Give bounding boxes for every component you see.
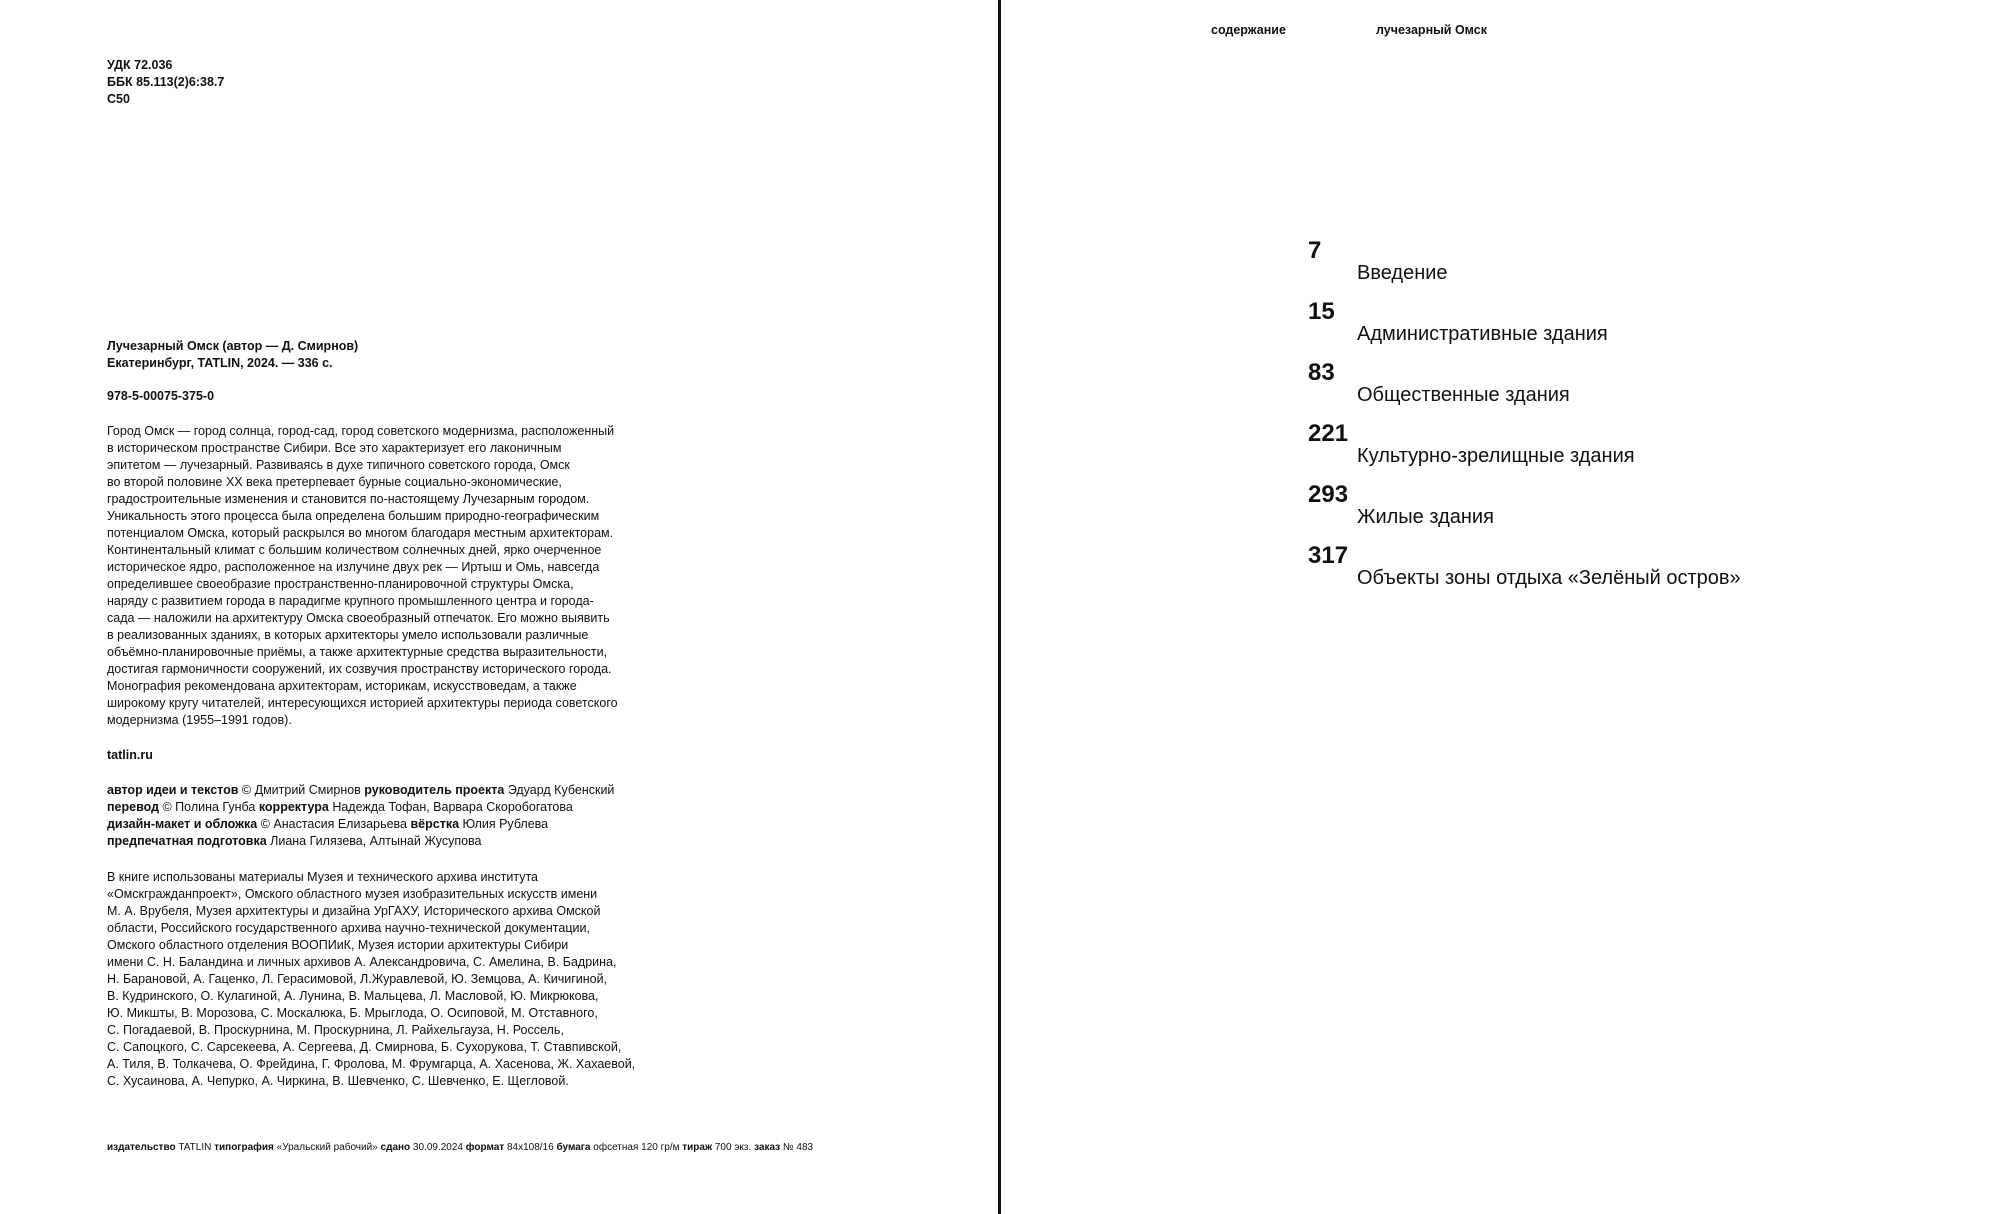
credit-value: © Дмитрий Смирнов	[238, 783, 365, 797]
abstract-line: потенциалом Омска, который раскрылся во многом благодаря местным архитекторам.	[107, 526, 614, 540]
sources-line: В. Кудринского, О. Кулагиной, А. Лунина, В. Мальцева, Л. Масловой, Ю. Микрюкова,	[107, 989, 599, 1003]
sources-line: С. Сапоцкого, С. Сарсекеева, А. Сергеева, Д. Смирнова, Б. Сухорукова, Т. Ставпивской,	[107, 1040, 622, 1054]
credits-row	[107, 833, 614, 850]
imprint-value: TATLIN	[175, 1142, 215, 1153]
isbn: 978-5-00075-375-0	[107, 389, 215, 403]
running-header-title: лучезарный Омск	[1376, 23, 1487, 37]
abstract-line: Континентальный климат с большим количеством солнечных дней, ярко очерченное	[107, 543, 602, 557]
abstract-line: Уникальность этого процесса была определена большим природно-географическим	[107, 509, 600, 523]
credit-label: перевод	[107, 800, 160, 814]
imprint-value: 30.09.2024	[410, 1142, 466, 1153]
toc-page-number: 83	[1308, 359, 1335, 386]
abstract-line: градостроительные изменения и становится по-настоящему Лучезарным городом.	[107, 492, 590, 506]
imprint-value: 84х108/16	[504, 1142, 557, 1153]
imprint-label: заказ	[754, 1142, 781, 1153]
author-mark: С50	[107, 92, 130, 106]
imprint-line	[107, 1142, 813, 1153]
toc-page-number: 293	[1308, 481, 1349, 508]
imprint-label: бумага	[556, 1142, 591, 1153]
abstract-line: сада — наложили на архитектуру Омска своеобразный отпечаток. Его можно выявить	[107, 611, 610, 625]
sources-line: «Омскгражданпроект», Омского областного музея изобразительных искусств имени	[107, 887, 598, 901]
abstract-line: Город Омск — город солнца, город-сад, город советского модернизма, расположенный	[107, 424, 615, 438]
sources-line: Ю. Микшты, В. Морозова, С. Москалюка, Б. Мрыглода, О. Осиповой, М. Отставного,	[107, 1006, 598, 1020]
credits-row	[107, 799, 614, 816]
abstract-line: в реализованных зданиях, в которых архитекторы умело использовали различные	[107, 628, 589, 642]
publisher-website: tatlin.ru	[107, 748, 153, 762]
abstract-line: Монография рекомендована архитекторам, историкам, искусствоведам, а также	[107, 679, 577, 693]
udk-code: УДК 72.036	[107, 58, 173, 72]
abstract	[107, 423, 697, 729]
sources-note	[107, 869, 707, 1090]
imprint-label: формат	[465, 1142, 505, 1153]
sources-line: А. Тиля, В. Толкачева, О. Фрейдина, Г. Фролова, М. Фрумгарца, А. Хасенова, Ж. Хахаевой,	[107, 1057, 636, 1071]
toc-page-number: 221	[1308, 420, 1349, 447]
toc-title: Культурно-зрелищные здания	[1357, 445, 1635, 467]
credits	[107, 782, 614, 850]
running-header-section: содержание	[1211, 23, 1286, 37]
abstract-line: эпитетом — лучезарный. Развиваясь в духе типичного советского города, Омск	[107, 458, 570, 472]
credit-label: автор идеи и текстов	[107, 783, 239, 797]
imprint-value: «Уральский рабочий»	[273, 1142, 381, 1153]
sources-line: В книге использованы материалы Музея и технического архива института	[107, 870, 538, 884]
abstract-line: в историческом пространстве Сибири. Все это характеризует его лаконичным	[107, 441, 562, 455]
sources-line: С. Погадаевой, В. Проскурнина, М. Проскурнина, Л. Райхельгауза, Н. Россель,	[107, 1023, 564, 1037]
credit-label: вёрстка	[410, 817, 460, 831]
sources-line: С. Хусаинова, А. Чепурко, А. Чиркина, В. Шевченко, С. Шевченко, Е. Щегловой.	[107, 1074, 569, 1088]
toc-title: Административные здания	[1357, 323, 1608, 345]
abstract-line: наряду с развитием города в парадигме крупного промышленного центра и города-	[107, 594, 594, 608]
imprint-label: типография	[214, 1142, 274, 1153]
toc-page-number: 7	[1308, 237, 1322, 264]
sources-line: имени С. Н. Баландина и личных архивов А. Александровича, С. Амелина, В. Бадрина,	[107, 955, 617, 969]
imprint-label: тираж	[682, 1142, 713, 1153]
credit-value: © Полина Гунба	[159, 800, 259, 814]
abstract-line: достигая гармоничности сооружений, их созвучия пространству исторического города.	[107, 662, 612, 676]
imprint-value: № 483	[780, 1142, 814, 1153]
credit-label: дизайн-макет и обложка	[107, 817, 258, 831]
credit-value: © Анастасия Елизарьева	[257, 817, 411, 831]
imprint-label: сдано	[380, 1142, 411, 1153]
classification-codes	[107, 57, 224, 108]
credit-label: руководитель проекта	[364, 783, 505, 797]
sources-line: М. А. Врубеля, Музея архитектуры и дизайна УрГАХУ, Исторического архива Омской	[107, 904, 601, 918]
abstract-line: модернизма (1955–1991 годов).	[107, 713, 292, 727]
abstract-line: во второй половине XX века претерпевает бурные социально-экономические,	[107, 475, 562, 489]
credit-value: Эдуард Кубенский	[504, 783, 615, 797]
credit-label: корректура	[258, 800, 329, 814]
credit-label: предпечатная подготовка	[107, 834, 267, 848]
book-title-line: Лучезарный Омск (автор — Д. Смирнов)	[107, 339, 359, 353]
credit-value: Юлия Рублева	[459, 817, 549, 831]
sources-line: области, Российского государственного архива научно-технической документации,	[107, 921, 590, 935]
publisher-line: Екатеринбург, TATLIN, 2024. — 336 с.	[107, 356, 333, 370]
toc-page-number: 15	[1308, 298, 1335, 325]
toc-title: Введение	[1357, 262, 1448, 284]
imprint-label: издательство	[107, 1142, 176, 1153]
sources-line: Омского областного отделения ВООПИиК, Музея истории архитектуры Сибири	[107, 938, 569, 952]
abstract-line: объёмно-планировочные приёмы, а также архитектурные средства выразительности,	[107, 645, 608, 659]
bbk-code: ББК 85.113(2)6:38.7	[107, 75, 225, 89]
toc-title: Общественные здания	[1357, 384, 1570, 406]
toc-title: Объекты зоны отдыха «Зелёный остров»	[1357, 567, 1741, 589]
abstract-line: определившее своеобразие пространственно-планировочной структуры Омска,	[107, 577, 574, 591]
credits-row	[107, 782, 614, 799]
imprint-value: офсетная 120 гр/м	[590, 1142, 683, 1153]
toc-page-number: 317	[1308, 542, 1349, 569]
left-page	[0, 0, 998, 1214]
toc-title: Жилые здания	[1357, 506, 1494, 528]
imprint-value: 700 экз.	[712, 1142, 755, 1153]
credits-row	[107, 816, 614, 833]
sources-line: Н. Барановой, А. Гаценко, Л. Герасимовой, Л.Журавлевой, Ю. Земцова, А. Кичигиной,	[107, 972, 608, 986]
credit-value: Лиана Гилязева, Алтынай Жусупова	[266, 834, 482, 848]
abstract-line: историческое ядро, расположенное на излучине двух рек — Иртыш и Омь, навсегда	[107, 560, 600, 574]
abstract-line: широкому кругу читателей, интересующихся историей архитектуры периода советского	[107, 696, 618, 710]
credit-value: Надежда Тофан, Варвара Скоробогатова	[328, 800, 573, 814]
right-page	[1001, 0, 2000, 1214]
bibliographic-record	[107, 338, 358, 372]
